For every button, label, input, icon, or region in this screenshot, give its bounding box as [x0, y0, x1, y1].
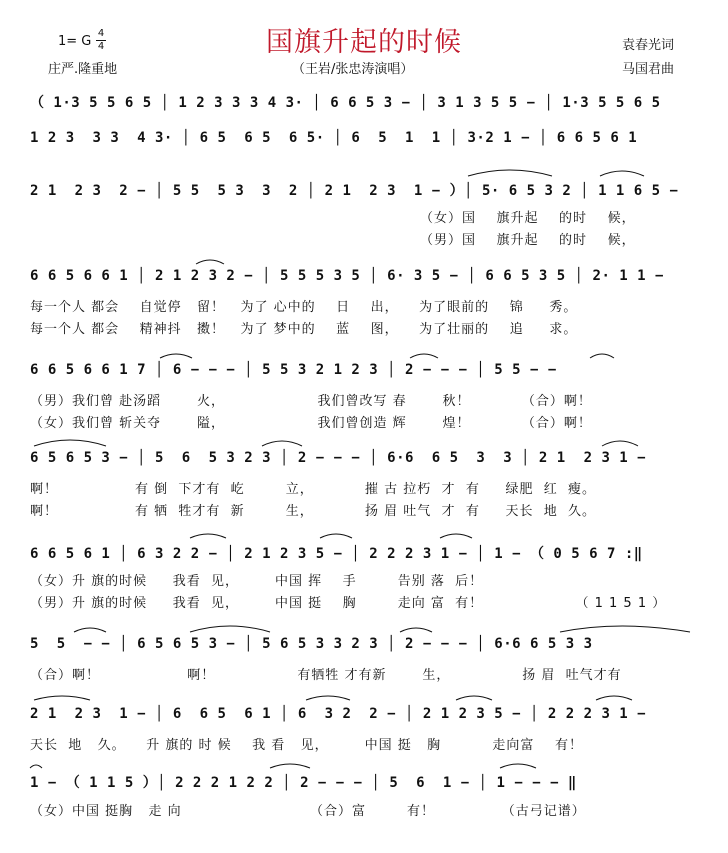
- lyric-line-4: 每一个人 都会 精神抖 擞！ 为了 梦中的 蓝 图， 为了壮丽的 追 求。: [30, 322, 578, 337]
- lyric-line-8: 啊！ 有 牺 牲才有 新 生， 扬 眉 吐气 才 有 天长 地 久。: [30, 504, 597, 519]
- slur-mark: [440, 534, 472, 538]
- slur-mark: [34, 696, 90, 700]
- slur-mark: [30, 765, 42, 768]
- slur-mark: [34, 440, 106, 446]
- lyric-line-6: （女）我们曾 斩关夺 隘， 我们曾创造 辉 煌！ （合）啊！: [30, 416, 592, 431]
- slur-mark: [306, 696, 350, 700]
- slur-mark: [600, 171, 644, 176]
- lyric-line-10: （男）升 旗的时候 我看 见， 中国 挺 胸 走向 富 有！ （ 1 1 5 1 ）: [30, 596, 667, 611]
- lyric-line-5: （男）我们曾 赴汤蹈 火， 我们曾改写 春 秋！ （合）啊！: [30, 394, 592, 409]
- lyric-line-11: （合）啊！ 啊！ 有牺牲 才有新 生， 扬 眉 吐气才有: [30, 668, 622, 683]
- lyric-line-2: （男）国 旗升起 的时 候，: [420, 233, 636, 248]
- slur-mark: [602, 441, 638, 446]
- slur-mark: [560, 626, 690, 632]
- page-title: 国旗升起的时候: [266, 27, 462, 58]
- lyricist: 袁春光词: [622, 38, 675, 53]
- slur-mark: [500, 764, 536, 768]
- slur-mark: [270, 764, 310, 768]
- slur-mark: [456, 696, 492, 700]
- slur-mark: [590, 354, 614, 358]
- style-marking: 庄严.隆重地: [48, 62, 118, 77]
- notation-line-1: （ 1·3 5 5 6 5 │ 1 2 3 3 3 4 3· │ 6 6 5 3 − │ 3 1 3 5 5 − │ 1·3 5 5 6 5: [30, 95, 661, 111]
- slur-mark: [160, 354, 192, 358]
- slur-mark: [320, 534, 352, 538]
- slur-mark: [468, 170, 552, 176]
- notation-line-7: 6 6 5 6 1 │ 6 3 2 2 − │ 2 1 2 3 5 − │ 2 2 2 3 1 − │ 1 − （ 0 5 6 7 :‖: [30, 546, 643, 562]
- slur-mark: [596, 696, 632, 700]
- lyric-line-1: （女）国 旗升起 的时 候，: [420, 211, 636, 226]
- slur-mark: [262, 441, 302, 446]
- time-signature-top: 4: [97, 28, 105, 39]
- notation-line-8: 5 5 − − │ 6 5 6 5 3 − │ 5 6 5 3 3 2 3 │ 2 − − − │ 6·6 6 5 3 3: [30, 636, 593, 652]
- slur-mark: [190, 626, 270, 632]
- performers: （王岩/张忠涛演唱）: [292, 62, 414, 77]
- notation-line-9: 2 1 2 3 1 − │ 6 6 5 6 1 │ 6 3 2 2 − │ 2 1 2 3 5 − │ 2 2 2 3 1 −: [30, 706, 647, 722]
- lyric-line-13: （女）中国 挺胸 走 向 （合）富 有！ （古弓记谱）: [30, 804, 586, 819]
- lyric-line-12: 天长 地 久。 升 旗的 时 候 我 看 见， 中国 挺 胸 走向富 有！: [30, 738, 583, 753]
- composer: 马国君曲: [622, 62, 675, 77]
- lyric-line-3: 每一个人 都会 自觉停 留！ 为了 心中的 日 出， 为了眼前的 锦 秀。: [30, 300, 578, 315]
- slur-mark: [190, 534, 226, 538]
- notation-line-10: 1 − （ 1 1 5 ）│ 2 2 2 1 2 2 │ 2 − − − │ 5 6 1 − │ 1 − − − ‖: [30, 775, 577, 791]
- notation-line-2: 1 2 3 3 3 4 3· │ 6 5 6 5 6 5· │ 6 5 1 1 │ 3·2 1 − │ 6 6 5 6 1: [30, 130, 638, 146]
- notation-line-4: 6 6 5 6 6 1 │ 2 1 2 3 2 − │ 5 5 5 3 5 │ 6· 3 5 − │ 6 6 5 3 5 │ 2· 1 1 −: [30, 268, 664, 284]
- time-signature-bottom: 4: [97, 41, 105, 52]
- notation-line-3: 2 1 2 3 2 − │ 5 5 5 3 3 2 │ 2 1 2 3 1 − ）│ 5· 6 5 3 2 │ 1 1 6 5 −: [30, 183, 679, 199]
- notation-line-5: 6 6 5 6 6 1 7 │ 6 − − − │ 5 5 3 2 1 2 3 │ 2 − − − │ 5 5 − −: [30, 362, 557, 378]
- lyric-line-9: （女）升 旗的时候 我看 见， 中国 挥 手 告别 落 后！: [30, 574, 484, 589]
- notation-line-6: 6 5 6 5 3 − │ 5 6 5 3 2 3 │ 2 − − − │ 6·6 6 5 3 3 │ 2 1 2 3 1 −: [30, 450, 647, 466]
- slur-mark: [410, 354, 438, 358]
- slur-mark: [196, 260, 224, 264]
- key-signature: 1= G: [58, 34, 92, 49]
- lyric-line-7: 啊！ 有 倒 下才有 屹 立， 摧 古 拉朽 才 有 绿肥 红 瘦。: [30, 482, 597, 497]
- slur-mark: [400, 628, 432, 632]
- slur-mark: [74, 628, 106, 632]
